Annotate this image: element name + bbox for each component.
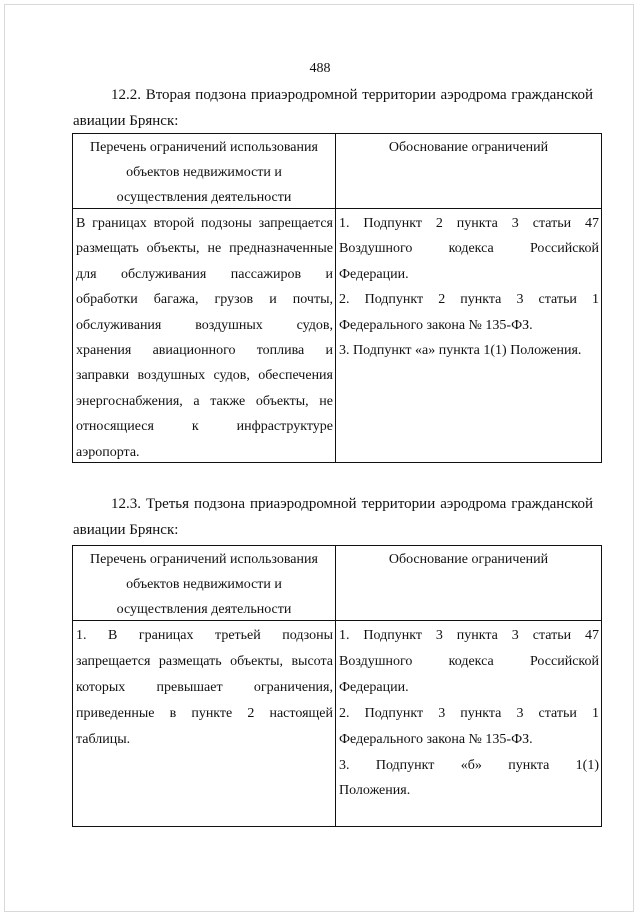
section-12-3-heading [73, 491, 593, 543]
header-line: Перечень ограничений использования [90, 552, 318, 567]
text-line: Федерации. [339, 266, 409, 282]
header-line: Обоснование ограничений [388, 140, 549, 155]
header-line: Обоснование ограничений [388, 552, 549, 567]
text-line: энергоснабжения, а также объекты, не [76, 393, 333, 409]
text-line: обслуживания воздушных судов, [76, 317, 333, 333]
text-line: запрещается размещать объекты, высота [76, 653, 333, 669]
text-line: Федерального закона № 135-ФЗ. [339, 731, 533, 747]
text-line: Федерации. [339, 679, 409, 695]
column-header-justification [336, 546, 601, 620]
table-header-row [73, 134, 601, 208]
table-row [73, 208, 601, 462]
table-row [73, 620, 601, 826]
section-12-3-heading-line2: авиации Брянск: [73, 522, 179, 538]
header-line: объектов недвижимости и [126, 165, 282, 180]
text-line: Воздушного кодекса Российской [339, 241, 599, 257]
page-number: 488 [309, 61, 331, 76]
text-line: 3. Подпункт «а» пункта 1(1) Положения. [339, 343, 582, 359]
header-line: Перечень ограничений использования [90, 140, 318, 155]
restrictions-cell [73, 621, 336, 826]
header-line: осуществления деятельности [116, 602, 292, 617]
table-12-2 [72, 133, 602, 463]
text-line: 2. Подпункт 2 пункта 3 статьи 1 [339, 292, 599, 308]
text-line: для обслуживания пассажиров и [76, 266, 333, 282]
text-line: 3. Подпункт «б» пункта 1(1) [339, 757, 599, 773]
text-line: Федерального закона № 135-ФЗ. [339, 317, 533, 333]
text-line: аэропорта. [76, 444, 140, 460]
text-line: Воздушного кодекса Российской [339, 653, 599, 669]
header-line: объектов недвижимости и [126, 577, 282, 592]
section-12-2-heading-line1: 12.2. Вторая подзона приаэродромной территории аэродрома гражданской [111, 87, 593, 103]
text-line: Положения. [339, 783, 411, 799]
text-line: заправки воздушных судов, обеспечения [76, 368, 333, 384]
text-line: хранения авиационного топлива и [76, 343, 333, 359]
text-line: 1. Подпункт 3 пункта 3 статьи 47 [339, 628, 599, 643]
justification-cell [336, 209, 601, 462]
text-line: 1. В границах третьей подзоны [76, 628, 333, 643]
text-line: 2. Подпункт 3 пункта 3 статьи 1 [339, 705, 599, 721]
column-header-justification [336, 134, 601, 208]
text-line: таблицы. [76, 731, 131, 747]
text-line: приведенные в пункте 2 настоящей [76, 705, 333, 721]
table-header-row [73, 546, 601, 620]
justification-cell [336, 621, 601, 826]
text-line: В границах второй подзоны запрещается [76, 216, 333, 231]
text-line: относящиеся к инфраструктуре [76, 419, 333, 435]
restrictions-cell [73, 209, 336, 462]
text-line: обработки багажа, грузов и почты, [76, 292, 333, 308]
column-header-restrictions [73, 546, 336, 620]
table-12-3 [72, 545, 602, 827]
text-line: которых превышает ограничения, [76, 679, 333, 695]
section-12-2-heading [73, 82, 593, 134]
column-header-restrictions [73, 134, 336, 208]
text-line: размещать объекты, не предназначенные [76, 241, 333, 257]
header-line: осуществления деятельности [116, 190, 292, 205]
text-line: 1. Подпункт 2 пункта 3 статьи 47 [339, 216, 599, 231]
section-12-3-heading-line1: 12.3. Третья подзона приаэродромной территории аэродрома гражданской [111, 496, 593, 512]
section-12-2-heading-line2: авиации Брянск: [73, 113, 179, 129]
